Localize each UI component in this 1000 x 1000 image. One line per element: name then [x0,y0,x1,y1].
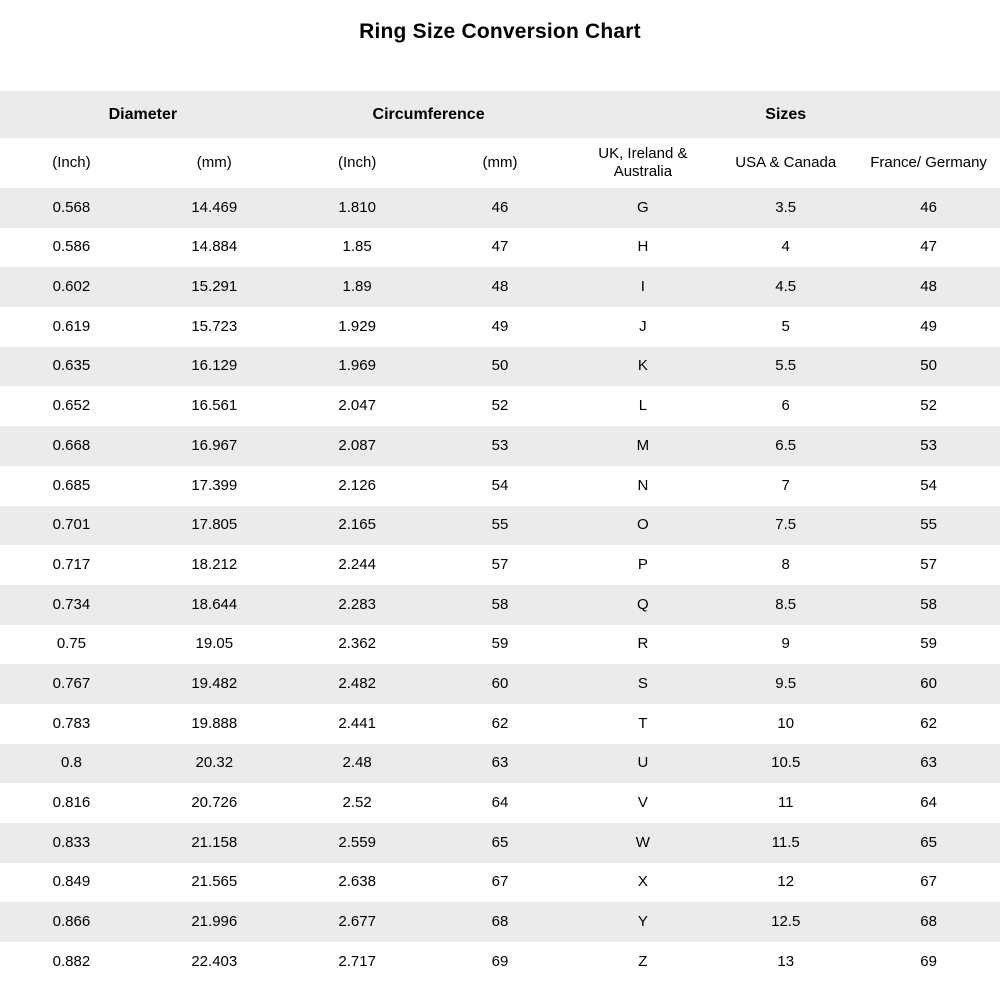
table-cell: 46 [920,198,937,216]
table-cell: 2.441 [338,714,376,732]
table-cell: W [635,833,650,851]
table-row [0,386,1000,426]
table-cell: 46 [491,198,509,216]
table-cell: 4 [781,238,790,256]
table-row [0,863,1000,903]
table-cell: 48 [920,278,937,296]
table-cell: 13 [777,952,795,970]
table-cell: 2.362 [338,635,376,653]
table-cell: 16.967 [191,436,238,454]
table-cell: 2.244 [338,555,376,573]
table-cell: 67 [491,873,509,891]
table-cell: 21.158 [191,833,238,851]
table-cell: 64 [920,794,937,811]
table-row [0,664,1000,704]
table-cell: 11 [777,794,794,811]
page-title: Ring Size Conversion Chart [359,20,641,43]
table-cell: Q [637,595,649,613]
table-row [0,823,1000,863]
table-cell: T [638,714,648,732]
table-cell: 0.652 [52,397,91,415]
table-cell: J [639,317,647,335]
table-row [0,585,1000,625]
table-cell: Z [638,952,648,970]
table-cell: 60 [920,674,937,692]
table-cell: 60 [491,674,509,692]
table-cell: 2.165 [338,516,376,534]
table-cell: 8.5 [775,595,797,613]
table-cell: 0.783 [52,714,91,732]
table-row [0,228,1000,268]
table-cell: P [637,555,648,573]
table-cell: 0.717 [52,555,91,573]
table-row [0,942,1000,982]
table-cell: 10.5 [771,754,801,772]
table-cell: R [637,635,649,653]
table-cell: 52 [920,397,937,415]
table-row [0,466,1000,506]
table-cell: 0.602 [52,278,91,296]
table-cell: 8 [781,555,790,573]
table-cell: 12.5 [771,913,801,931]
table-cell: 19.482 [191,674,238,692]
table-row [0,783,1000,823]
table-cell: 15.291 [191,278,238,296]
table-cell: 5.5 [775,357,797,375]
table-cell: 2.677 [338,913,376,931]
table-row [0,506,1000,546]
table-row [0,902,1000,942]
table-cell: 1.85 [342,238,372,256]
group-header-row [0,91,1000,138]
table-cell: 20.726 [191,794,238,811]
table-cell: H [637,238,649,256]
table-cell: X [637,873,648,891]
table-cell: 0.833 [52,833,91,851]
table-cell: O [637,516,649,534]
table-cell: L [638,397,648,415]
table-body [0,188,1000,982]
table-cell: 55 [920,516,937,534]
table-cell: 53 [920,436,937,454]
table-cell: 0.849 [52,873,91,891]
table-cell: 2.559 [338,833,376,851]
table-cell: 69 [920,952,937,970]
table-cell: 22.403 [191,952,238,970]
table-cell: 48 [491,278,509,296]
table-cell: 4.5 [775,278,797,296]
table-cell: 47 [920,238,937,256]
column-header: France/ Germany [870,153,987,171]
table-cell: 65 [920,833,937,851]
table-cell: 0.767 [52,674,91,692]
table-cell: 20.32 [195,754,234,772]
table-cell: S [637,674,648,692]
table-cell: N [637,476,649,494]
table-cell: 21.996 [191,913,238,931]
table-cell: 11.5 [771,833,800,851]
table-cell: G [637,198,649,216]
table-cell: 67 [920,873,937,891]
table-cell: 1.89 [342,278,372,296]
table-row [0,625,1000,665]
table-cell: 0.619 [52,317,91,335]
table-cell: 3.5 [775,198,797,216]
table-cell: 2.482 [338,674,376,692]
table-row [0,704,1000,744]
table-cell: 57 [491,555,509,573]
table-cell: 5 [781,317,790,335]
table-cell: 49 [491,317,509,335]
table-row [0,307,1000,347]
table-cell: 18.644 [191,595,238,613]
table-cell: 64 [491,794,509,811]
table-cell: 2.087 [338,436,376,454]
table-cell: 14.884 [191,238,238,256]
table-cell: 0.75 [56,635,87,653]
table-cell: 65 [491,833,509,851]
table-cell: U [637,754,649,772]
table-cell: 50 [920,357,937,375]
column-header: (Inch) [52,153,91,171]
table-cell: 12 [777,873,795,891]
group-header-diameter: Diameter [108,105,178,123]
table-cell: 53 [491,436,509,454]
table-row [0,744,1000,784]
table-cell: 6 [781,397,790,415]
table-cell: 19.05 [195,635,234,653]
table-cell: 62 [491,714,509,732]
table-cell: 2.283 [338,595,376,613]
table-cell: 1.810 [338,198,376,216]
table-row [0,267,1000,307]
table-cell: 0.8 [61,754,82,772]
table-cell: 0.816 [52,794,91,811]
table-row [0,188,1000,228]
table-cell: 57 [920,555,937,573]
table-cell: 68 [920,913,937,931]
table-cell: M [636,436,650,454]
table-cell: 63 [491,754,509,772]
table-cell: 2.717 [338,952,376,970]
column-header: USA & Canada [735,153,837,171]
table-cell: 0.866 [52,913,91,931]
table-cell: 17.805 [191,516,238,534]
table-cell: 0.701 [52,516,91,534]
column-header: (mm) [482,153,518,171]
table-cell: 2.047 [338,397,376,415]
table-cell: 2.638 [338,873,376,891]
table-cell: K [637,357,648,375]
table-cell: 2.52 [342,794,372,811]
table-cell: 0.635 [52,357,91,375]
table-cell: 52 [491,397,509,415]
group-header-sizes: Sizes [765,105,807,123]
table-cell: 59 [920,635,937,653]
table-cell: 0.586 [52,238,91,256]
table-cell: 59 [491,635,509,653]
table-cell: Y [637,913,648,931]
table-cell: 58 [920,595,937,613]
table-cell: 0.734 [52,595,91,613]
table-cell: 16.129 [191,357,238,375]
table-cell: 9.5 [775,674,797,692]
table-cell: 21.565 [191,873,238,891]
table-cell: 0.882 [52,952,91,970]
column-header: UK, Ireland & Australia [598,144,688,180]
table-row [0,347,1000,387]
table-cell: 18.212 [191,555,238,573]
table-cell: 0.668 [52,436,91,454]
table-cell: 54 [920,476,937,494]
table-cell: 2.48 [342,754,372,772]
table-cell: 55 [491,516,509,534]
table-cell: 17.399 [191,476,238,494]
ring-size-table [0,91,1000,982]
table-cell: 19.888 [191,714,238,732]
table-row [0,545,1000,585]
table-cell: 9 [781,635,790,653]
table-cell: 68 [491,913,509,931]
table-cell: I [640,278,645,296]
table-cell: 58 [491,595,509,613]
table-cell: 6.5 [775,436,797,454]
table-cell: 50 [491,357,509,375]
table-cell: 0.568 [52,198,91,216]
group-header-circumference: Circumference [372,105,485,123]
column-header-row [0,138,1000,188]
table-cell: 16.561 [191,397,238,415]
table-cell: 7 [781,476,790,494]
table-cell: 49 [920,317,937,335]
column-header: (Inch) [337,153,377,171]
table-cell: V [637,794,648,811]
table-cell: 1.929 [338,317,376,335]
table-cell: 69 [491,952,509,970]
table-cell: 7.5 [775,516,797,534]
table-cell: 0.685 [52,476,91,494]
table-cell: 15.723 [191,317,238,335]
table-cell: 2.126 [338,476,376,494]
table-cell: 47 [491,238,509,256]
table-cell: 62 [920,714,937,732]
table-row [0,426,1000,466]
column-header: (mm) [196,153,232,171]
table-cell: 10 [777,714,795,732]
table-cell: 63 [920,754,937,772]
table-cell: 54 [491,476,509,494]
table-cell: 1.969 [338,357,376,375]
table-cell: 14.469 [191,198,238,216]
